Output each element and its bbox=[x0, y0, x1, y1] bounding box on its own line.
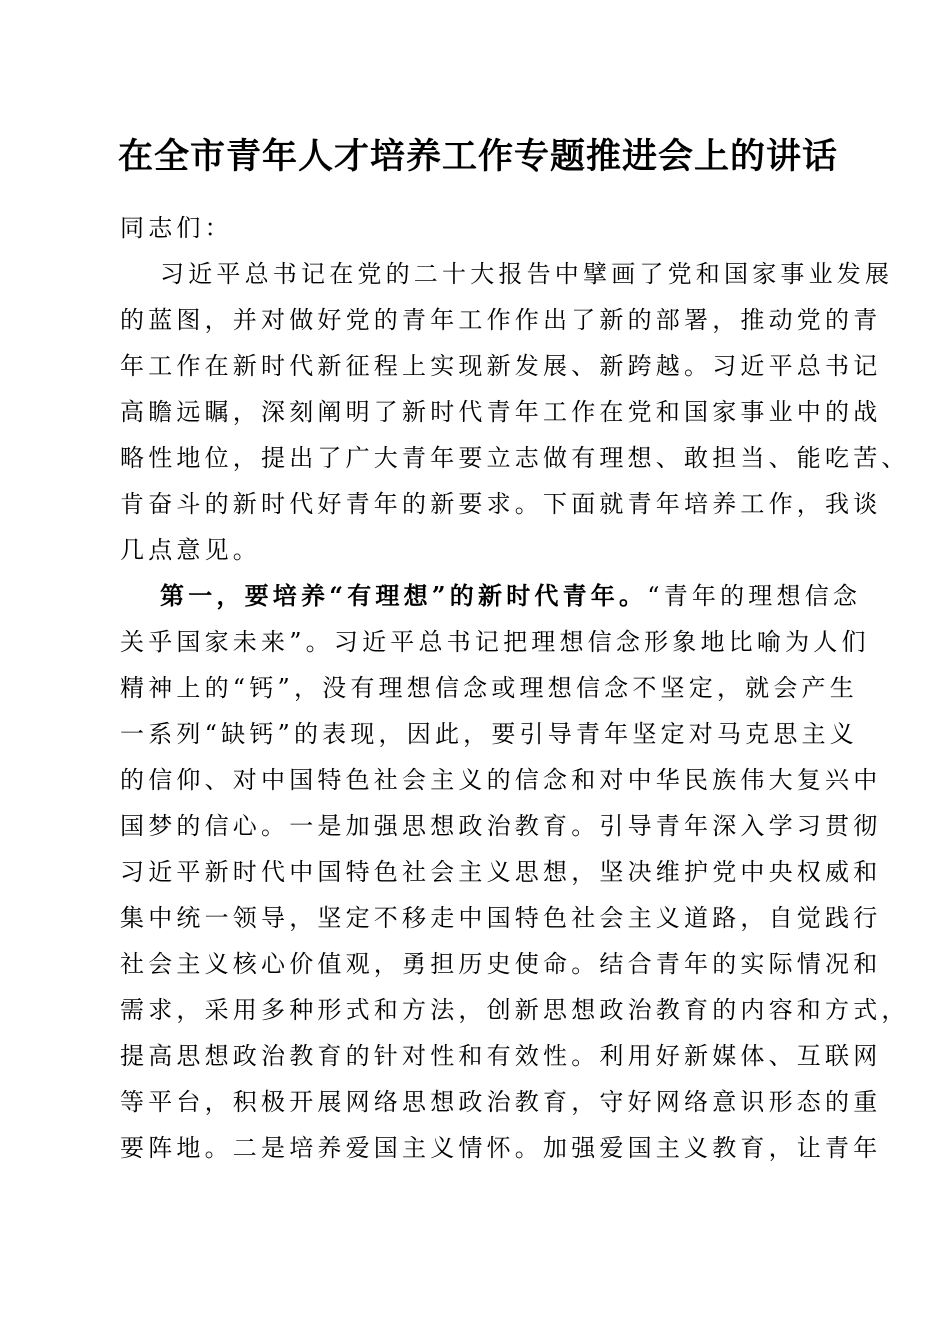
document-body bbox=[120, 205, 910, 1171]
salutation: 同志们： bbox=[120, 214, 233, 242]
paragraph-1-line-6: 肯奋斗的新时代好青年的新要求。下面就青年培养工作，我谈 bbox=[120, 490, 882, 518]
paragraph-1-line-4: 高瞻远瞩，深刻阐明了新时代青年工作在党和国家事业中的战 bbox=[120, 398, 882, 426]
document-title: 在全市青年人才培养工作专题推进会上的讲话 bbox=[118, 136, 839, 177]
paragraph-2-line-6: 国梦的信心。一是加强思想政治教育。引导青年深入学习贯彻 bbox=[120, 812, 882, 840]
paragraph-1-line-2: 的蓝图，并对做好党的青年工作作出了新的部署，推动党的青 bbox=[120, 306, 882, 334]
paragraph-2-line-8: 集中统一领导，坚定不移走中国特色社会主义道路，自觉践行 bbox=[120, 904, 882, 932]
paragraph-2-line-3: 精神上的“钙”，没有理想信念或理想信念不坚定，就会产生 bbox=[120, 674, 858, 702]
paragraph-2-line-2: 关乎国家未来”。习近平总书记把理想信念形象地比喻为人们 bbox=[120, 628, 870, 656]
paragraph-2-line-7: 习近平新时代中国特色社会主义思想，坚决维护党中央权威和 bbox=[120, 858, 882, 886]
paragraph-2-line-13: 要阵地。二是培养爱国主义情怀。加强爱国主义教育，让青年 bbox=[120, 1134, 882, 1162]
paragraph-2-line-1 bbox=[120, 573, 862, 619]
paragraph-1-line-3: 年工作在新时代新征程上实现新发展、新跨越。习近平总书记 bbox=[120, 352, 882, 380]
paragraph-2-line-9: 社会主义核心价值观，勇担历史使命。结合青年的实际情况和 bbox=[120, 950, 882, 978]
paragraph-1-line-7: 几点意见。 bbox=[120, 536, 261, 564]
paragraph-1-line-1: 习近平总书记在党的二十大报告中擘画了党和国家事业发展 bbox=[160, 260, 894, 288]
paragraph-2-line-1-rest: “青年的理想信念 bbox=[647, 582, 862, 610]
paragraph-2-line-5: 的信仰、对中国特色社会主义的信念和对中华民族伟大复兴中 bbox=[120, 766, 882, 794]
section-heading-first: 第一，要培养“有理想”的新时代青年。 bbox=[160, 581, 648, 610]
paragraph-1-line-5: 略性地位，提出了广大青年要立志做有理想、敢担当、能吃苦、 bbox=[120, 444, 910, 472]
paragraph-2-line-12: 等平台，积极开展网络思想政治教育，守好网络意识形态的重 bbox=[120, 1088, 882, 1116]
paragraph-2-line-11: 提高思想政治教育的针对性和有效性。利用好新媒体、互联网 bbox=[120, 1042, 882, 1070]
paragraph-2-line-10: 需求，采用多种形式和方法，创新思想政治教育的内容和方式， bbox=[120, 996, 910, 1024]
paragraph-2-line-4: 一系列“缺钙”的表现，因此，要引导青年坚定对马克思主义 bbox=[120, 720, 858, 748]
